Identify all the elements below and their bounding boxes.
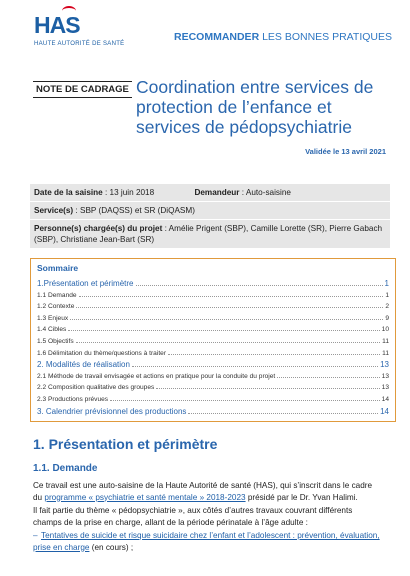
- toc-entry-label: 1.3 Enjeux: [37, 314, 69, 322]
- header-tagline: [174, 31, 392, 43]
- toc-title: Sommaire: [37, 263, 79, 273]
- p1-text-b: présidé par le Dr. Yvan Halimi.: [245, 492, 358, 502]
- tagline-rest: LES BONNES PRATIQUES: [259, 31, 392, 43]
- metadata-box: [30, 184, 390, 249]
- note-label: NOTE DE CADRAGE: [33, 81, 132, 98]
- toc-entry-page: 13: [381, 372, 389, 380]
- persons-value: : Amélie Prigent (SBP), Camille Lorette (SR), Pierre Gabach (SBP), Christiane Jean-Bart (SR): [34, 224, 383, 244]
- toc-entry-label: 1.4 Cibles: [37, 326, 67, 334]
- document-title: Coordination entre services de protection de l’enfance et services de pédopsychiatrie: [136, 77, 374, 137]
- services-label: Service(s): [34, 206, 74, 215]
- toc-entry-page: 14: [381, 395, 389, 403]
- toc-entry-page: 13: [380, 360, 389, 370]
- toc-leader-dots: [188, 413, 378, 414]
- toc-entry[interactable]: [37, 336, 389, 348]
- toc-leader-dots: [76, 342, 380, 343]
- services-value: : SBP (DAQSS) et SR (DiQASM): [73, 206, 195, 215]
- subsection-heading: 1.1. Demande: [33, 463, 98, 474]
- date-value: : 13 juin 2018: [102, 188, 155, 197]
- toc-entry-label: 1.2 Contexte: [37, 303, 75, 311]
- toc-entry-label: 1.1 Demande: [37, 291, 77, 299]
- toc-entry-page: 11: [382, 349, 389, 357]
- toc-entry[interactable]: [37, 382, 389, 394]
- toc-entry-page: 11: [382, 337, 389, 345]
- toc-entry-label: 2.1 Méthode de travail envisagée et actions en pratique pour la conduite du projet: [37, 372, 276, 380]
- toc-entry-page: 10: [381, 326, 389, 334]
- logo-swoosh-icon: [62, 6, 76, 16]
- meta-row-services: [30, 202, 390, 220]
- toc-entry-label: 1.5 Objectifs: [37, 337, 74, 345]
- programme-link[interactable]: programme « psychiatrie et santé mentale » 2018-2023: [44, 492, 246, 502]
- section-heading: 1. Présentation et périmètre: [33, 436, 218, 452]
- toc-entry[interactable]: [37, 290, 389, 302]
- p3-text-b: (en cours) ;: [89, 542, 134, 552]
- p1-text-a: Ce travail est une auto-saisine de la Haute Autorité de santé (HAS), qui s’inscrit dans le cadre du: [33, 481, 373, 502]
- toc-entry[interactable]: [37, 278, 389, 290]
- toc-leader-dots: [110, 400, 380, 401]
- toc-entry-page: 1: [384, 279, 389, 288]
- toc-leader-dots: [76, 307, 383, 308]
- has-logo[interactable]: [34, 12, 80, 39]
- logo-subtitle: HAUTE AUTORITÉ DE SANTÉ: [34, 41, 125, 47]
- toc-entry-label: 2.2 Composition qualitative des groupes: [37, 384, 155, 392]
- toc-entry[interactable]: [37, 324, 389, 336]
- list-dash: –: [33, 531, 38, 540]
- toc-entry-label: 2.3 Productions prévues: [37, 395, 109, 403]
- toc-list: [37, 278, 389, 417]
- tagline-bold: RECOMMANDER: [173, 31, 260, 43]
- demandeur-value: : Auto-saisine: [239, 188, 291, 197]
- persons-label: Personne(s) chargée(s) du projet: [34, 224, 163, 233]
- toc-entry-label: 3. Calendrier prévisionnel des productions: [37, 406, 187, 416]
- page-header: [0, 0, 410, 60]
- toc-entry[interactable]: [37, 406, 389, 418]
- toc-leader-dots: [168, 354, 380, 355]
- toc-entry[interactable]: [37, 371, 389, 383]
- toc-leader-dots: [136, 285, 383, 286]
- toc-leader-dots: [156, 388, 379, 389]
- meta-row-date: [30, 184, 390, 202]
- paragraph-3: [33, 530, 383, 553]
- toc-entry-label: 1.6 Délimitation du thème/questions à traiter: [37, 349, 167, 357]
- toc-entry[interactable]: [37, 394, 389, 406]
- toc-entry[interactable]: [37, 359, 389, 371]
- toc-leader-dots: [79, 296, 384, 297]
- paragraph-2: Il fait partie du thème « pédopsychiatrie », aux côtés d’autres travaux couvrant différents champs de la prise en charge, allant de la période périnatale à l’âge adulte :: [33, 506, 353, 527]
- toc-leader-dots: [132, 366, 378, 367]
- toc-entry[interactable]: [37, 348, 389, 360]
- toc-entry[interactable]: [37, 313, 389, 325]
- toc-leader-dots: [277, 377, 379, 378]
- paragraph-1: [33, 480, 383, 503]
- toc-entry-label: 2. Modalités de réalisation: [37, 360, 130, 370]
- toc-entry-page: 9: [385, 314, 389, 322]
- toc-leader-dots: [68, 330, 379, 331]
- validation-date: Validée le 13 avril 2021: [305, 147, 386, 156]
- toc-entry-page: 14: [380, 406, 389, 416]
- toc-entry-label: 1.Présentation et périmètre: [37, 279, 134, 288]
- toc-entry-page: 13: [381, 384, 389, 392]
- demandeur-label: Demandeur: [194, 188, 240, 197]
- toc-entry[interactable]: [37, 301, 389, 313]
- toc-leader-dots: [70, 319, 383, 320]
- suicide-recommendation-link[interactable]: Tentatives de suicide et risque suicidaire chez l’enfant et l’adolescent : prévention, évaluation, prise en charge: [33, 531, 380, 552]
- toc-entry-page: 2: [385, 303, 389, 311]
- table-of-contents: [30, 258, 396, 422]
- logo-text: HAS: [34, 12, 80, 38]
- toc-entry-page: 1: [385, 291, 389, 299]
- date-label: Date de la saisine: [34, 188, 103, 197]
- meta-row-persons: [30, 220, 390, 249]
